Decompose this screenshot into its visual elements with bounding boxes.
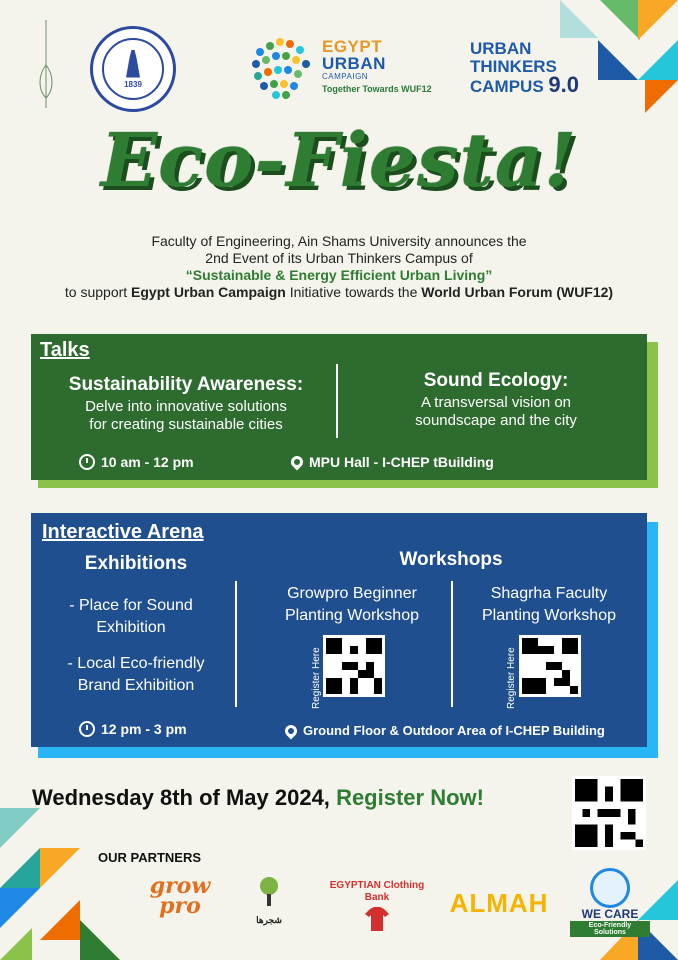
utc-line1: URBAN [470, 39, 532, 58]
register-qr-code[interactable] [572, 776, 646, 850]
egypt-logo-line3: CAMPAIGN [322, 72, 369, 81]
tree-icon [254, 876, 284, 910]
workshop-1-line1: Growpro Beginner [287, 585, 417, 602]
talk-left-line2: for creating sustainable cities [89, 416, 283, 433]
exhibit-1 [31, 595, 231, 639]
exhibit-1-line2: Exhibition [96, 619, 166, 636]
talks-divider [336, 364, 338, 438]
qr-code-icon [522, 638, 578, 694]
location-pin-icon [283, 722, 300, 739]
talk-left-title: Sustainability Awareness: [68, 374, 304, 395]
qr-code-icon [575, 779, 643, 847]
dots-globe-icon [248, 32, 318, 102]
talks-section [31, 334, 647, 480]
talks-location-text: MPU Hall - I-CHEP tBuilding [309, 454, 494, 470]
workshop-2-line2: Planting Workshop [482, 607, 616, 624]
utc-line2: THINKERS [470, 57, 557, 76]
utc-line3: CAMPUS [470, 77, 544, 96]
talk-right-desc [361, 394, 631, 430]
talk-right-title: Sound Ecology: [423, 370, 569, 391]
workshop-2 [453, 583, 645, 627]
urban-thinkers-campus-logo [470, 40, 579, 96]
talks-time [79, 454, 194, 470]
talks-location [291, 454, 494, 470]
workshop-1-register-label: Register Here [311, 647, 322, 709]
partner-clothing-bank-logo [322, 880, 432, 936]
arena-time-text: 12 pm - 3 pm [101, 721, 187, 737]
clock-icon [79, 721, 95, 737]
partner-almah-logo: ALMAH [449, 888, 549, 918]
exhibit-1-line1: - Place for Sound [69, 597, 193, 614]
tower-icon [126, 50, 140, 78]
intro-line1: Faculty of Engineering, Ain Shams University announces the [151, 233, 527, 249]
arena-divider-1 [235, 581, 237, 707]
workshop-1-qr-code[interactable] [323, 635, 385, 697]
exhibit-2 [31, 653, 241, 697]
shirt-icon [364, 906, 390, 932]
arena-time [79, 721, 187, 737]
arena-location [285, 723, 605, 738]
talks-time-text: 10 am - 12 pm [101, 454, 194, 470]
intro-line4-mid: Initiative towards the [285, 284, 422, 300]
partner-wecare-sub: Eco-Friendly Solutions [570, 921, 650, 937]
partner-shagrha-logo [246, 876, 292, 926]
utc-version: 9.0 [548, 72, 579, 97]
workshops-title: Workshops [399, 549, 503, 570]
workshop-2-register-label: Register Here [506, 647, 517, 709]
globe-leaf-icon [590, 868, 630, 908]
talk-right-line1: A transversal vision on [420, 394, 572, 411]
partner-wecare-text: WE CARE [581, 907, 639, 921]
partner-clothing-bank-text: EGYPTIAN Clothing Bank [329, 880, 425, 903]
workshop-2-qr-code[interactable] [519, 635, 581, 697]
location-pin-icon [289, 454, 306, 471]
leaf-decoration-icon [36, 20, 56, 110]
exhibitions-title: Exhibitions [84, 553, 188, 574]
intro-text [0, 233, 678, 301]
talk-left-line1: Delve into innovative solutions [85, 398, 287, 415]
university-logo [90, 26, 176, 112]
egypt-logo-tagline: Together Towards WUF12 [322, 84, 432, 94]
egypt-logo-line2: URBAN [322, 54, 386, 73]
qr-code-icon [326, 638, 382, 694]
egypt-urban-campaign-logo [248, 32, 448, 102]
egypt-logo-line1: EGYPT [322, 37, 383, 56]
event-title: Eco-Fiesta! [100, 118, 578, 204]
partner-shagrha-text: شجرها [256, 915, 282, 925]
workshop-2-line1: Shagrha Faculty [490, 585, 608, 602]
intro-line4-b2: World Urban Forum (WUF12) [421, 284, 614, 300]
exhibit-2-line1: - Local Eco-friendly [67, 655, 205, 672]
register-now-cta[interactable]: Register Now! [336, 785, 484, 810]
exhibit-2-line2: Brand Exhibition [77, 677, 195, 694]
event-date [32, 785, 484, 811]
partner-growpro-logo: grow pro [149, 873, 211, 919]
arena-heading: Interactive Arena [42, 521, 204, 543]
workshop-1-line2: Planting Workshop [285, 607, 419, 624]
university-logo-year: 1839 [124, 79, 142, 89]
arena-location-text: Ground Floor & Outdoor Area of I-CHEP Building [303, 723, 605, 738]
intro-line3: “Sustainable & Energy Efficient Urban Living” [185, 267, 493, 283]
clock-icon [79, 454, 95, 470]
event-date-text: Wednesday 8th of May 2024, [32, 785, 330, 810]
workshop-1 [245, 583, 459, 627]
talks-heading: Talks [40, 339, 90, 361]
talk-right-line2: soundscape and the city [415, 412, 577, 429]
intro-line4-pre: to support [64, 284, 132, 300]
intro-line2: 2nd Event of its Urban Thinkers Campus of [205, 250, 473, 266]
partners-label: OUR PARTNERS [98, 850, 202, 865]
interactive-arena-section [31, 513, 647, 747]
partner-wecare-logo [570, 868, 650, 937]
talk-left-desc [41, 398, 331, 434]
intro-line4-b1: Egypt Urban Campaign [131, 284, 286, 300]
